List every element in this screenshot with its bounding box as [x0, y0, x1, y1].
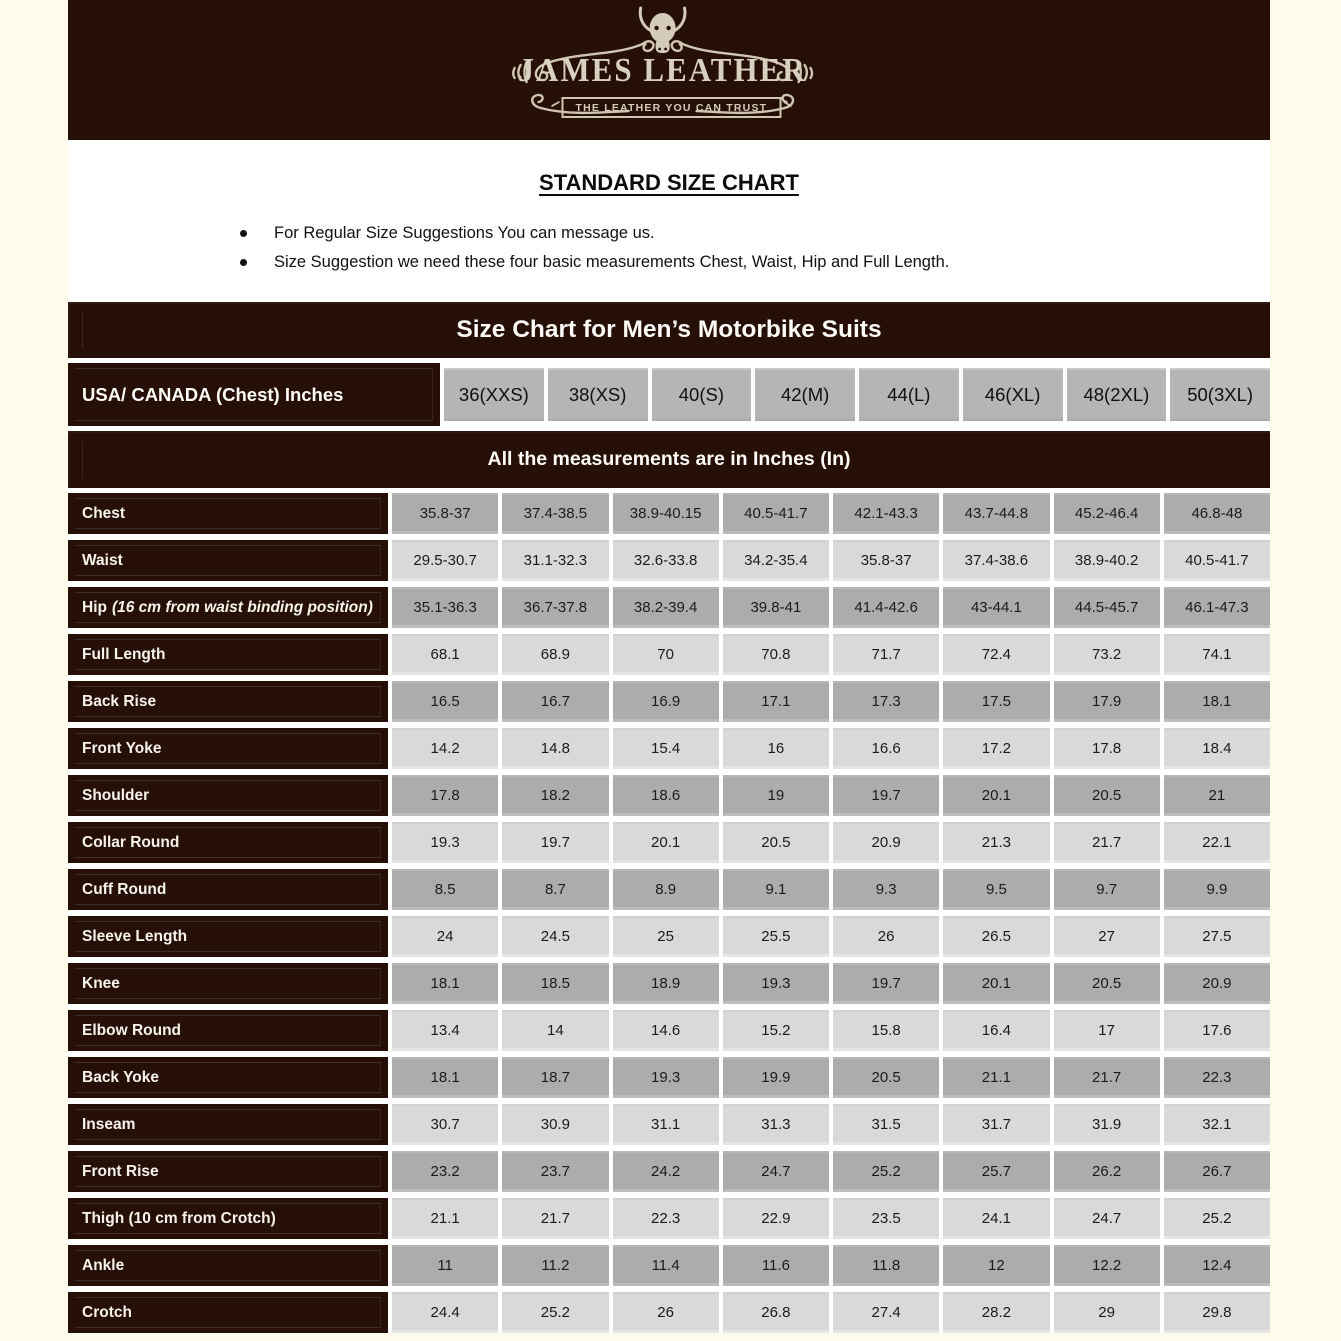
value-cell: 18.7: [502, 1057, 608, 1098]
value-cell: 23.7: [502, 1151, 608, 1192]
value-cell: 21.3: [943, 822, 1049, 863]
size-chart-title-banner: Size Chart for Men’s Motorbike Suits: [68, 302, 1270, 358]
value-cell: 41.4-42.6: [833, 587, 939, 628]
value-cell: 9.3: [833, 869, 939, 910]
value-cell: 34.2-35.4: [723, 540, 829, 581]
value-cell: 31.1-32.3: [502, 540, 608, 581]
value-cell: 14.6: [613, 1010, 719, 1051]
table-row: [68, 1245, 1270, 1286]
value-cell: 46.1-47.3: [1164, 587, 1270, 628]
table-row: [68, 1151, 1270, 1192]
value-cell: 12.4: [1164, 1245, 1270, 1286]
value-cell: 15.4: [613, 728, 719, 769]
value-cell: 27: [1054, 916, 1160, 957]
value-cell: 28.2: [943, 1292, 1049, 1333]
value-cell: 70: [613, 634, 719, 675]
page-content: [68, 0, 1270, 1339]
value-cell: 43.7-44.8: [943, 493, 1049, 534]
value-cell: 31.7: [943, 1104, 1049, 1145]
table-row: [68, 681, 1270, 722]
value-cell: 8.9: [613, 869, 719, 910]
value-cell: 68.1: [392, 634, 498, 675]
row-label: Sleeve Length: [68, 916, 388, 957]
value-cell: 38.2-39.4: [613, 587, 719, 628]
value-cell: 29.5-30.7: [392, 540, 498, 581]
value-cell: 35.1-36.3: [392, 587, 498, 628]
value-cell: 26.8: [723, 1292, 829, 1333]
table-row: [68, 775, 1270, 816]
value-cell: 19.3: [392, 822, 498, 863]
value-cell: 9.1: [723, 869, 829, 910]
value-cell: 18.1: [392, 1057, 498, 1098]
table-row: [68, 1057, 1270, 1098]
brand-name: JAMES LEATHER: [518, 50, 807, 89]
value-cell: 19.7: [502, 822, 608, 863]
row-label: Ankle: [68, 1245, 388, 1286]
value-cell: 20.5: [1054, 775, 1160, 816]
value-cell: 21: [1164, 775, 1270, 816]
intro-section: [68, 140, 1270, 302]
value-cell: 31.1: [613, 1104, 719, 1145]
value-cell: 17.3: [833, 681, 939, 722]
value-cell: 24.1: [943, 1198, 1049, 1239]
value-cell: 39.8-41: [723, 587, 829, 628]
table-row: [68, 493, 1270, 534]
brand-logo: [503, 4, 823, 136]
row-label: Front Rise: [68, 1151, 388, 1192]
value-cell: 72.4: [943, 634, 1049, 675]
value-cell: 18.1: [392, 963, 498, 1004]
value-cell: 11.6: [723, 1245, 829, 1286]
value-cell: 19: [723, 775, 829, 816]
value-cell: 20.5: [833, 1057, 939, 1098]
value-cell: 31.9: [1054, 1104, 1160, 1145]
value-cell: 17.8: [392, 775, 498, 816]
table-row: [68, 1198, 1270, 1239]
value-cell: 9.7: [1054, 869, 1160, 910]
row-label-note: (16 cm from waist binding position): [111, 598, 373, 616]
value-cell: 22.3: [613, 1198, 719, 1239]
row-label: Full Length: [68, 634, 388, 675]
value-cell: 32.6-33.8: [613, 540, 719, 581]
value-cell: 20.1: [943, 775, 1049, 816]
value-cell: 9.5: [943, 869, 1049, 910]
value-cell: 15.2: [723, 1010, 829, 1051]
value-cell: 37.4-38.5: [502, 493, 608, 534]
value-cell: 26: [613, 1292, 719, 1333]
size-header-label: USA/ CANADA (Chest) Inches: [68, 363, 440, 426]
value-cell: 25.2: [1164, 1198, 1270, 1239]
value-cell: 24.5: [502, 916, 608, 957]
value-cell: 25.5: [723, 916, 829, 957]
value-cell: 73.2: [1054, 634, 1160, 675]
value-cell: 19.3: [613, 1057, 719, 1098]
value-cell: 42.1-43.3: [833, 493, 939, 534]
value-cell: 14: [502, 1010, 608, 1051]
table-row: [68, 1010, 1270, 1051]
value-cell: 25.2: [833, 1151, 939, 1192]
row-label: Knee: [68, 963, 388, 1004]
row-label: Waist: [68, 540, 388, 581]
row-label: Front Yoke: [68, 728, 388, 769]
value-cell: 30.7: [392, 1104, 498, 1145]
value-cell: 18.4: [1164, 728, 1270, 769]
table-row: [68, 963, 1270, 1004]
value-cell: 30.9: [502, 1104, 608, 1145]
value-cell: 22.3: [1164, 1057, 1270, 1098]
value-cell: 20.1: [613, 822, 719, 863]
value-cell: 13.4: [392, 1010, 498, 1051]
row-label: Collar Round: [68, 822, 388, 863]
value-cell: 18.5: [502, 963, 608, 1004]
value-cell: 18.1: [1164, 681, 1270, 722]
value-cell: 15.8: [833, 1010, 939, 1051]
value-cell: 20.9: [1164, 963, 1270, 1004]
value-cell: 21.1: [392, 1198, 498, 1239]
row-label: Chest: [68, 493, 388, 534]
value-cell: 35.8-37: [392, 493, 498, 534]
size-column-header: 44(L): [859, 368, 959, 421]
value-cell: 14.8: [502, 728, 608, 769]
value-cell: 25: [613, 916, 719, 957]
value-cell: 14.2: [392, 728, 498, 769]
value-cell: 74.1: [1164, 634, 1270, 675]
value-cell: 36.7-37.8: [502, 587, 608, 628]
value-cell: 27.4: [833, 1292, 939, 1333]
value-cell: 21.7: [1054, 822, 1160, 863]
row-label: Shoulder: [68, 775, 388, 816]
value-cell: 44.5-45.7: [1054, 587, 1160, 628]
size-column-header: 46(XL): [963, 368, 1063, 421]
bullet-item: Size Suggestion we need these four basic measurements Chest, Waist, Hip and Full Length.: [240, 253, 1270, 272]
size-chart-table: [68, 302, 1270, 1333]
value-cell: 18.6: [613, 775, 719, 816]
value-cell: 16.4: [943, 1010, 1049, 1051]
value-cell: 20.1: [943, 963, 1049, 1004]
table-row: [68, 1292, 1270, 1333]
value-cell: 12.2: [1054, 1245, 1160, 1286]
value-cell: 38.9-40.15: [613, 493, 719, 534]
value-cell: 71.7: [833, 634, 939, 675]
value-cell: 43-44.1: [943, 587, 1049, 628]
value-cell: 17.8: [1054, 728, 1160, 769]
brand-tagline-ribbon: THE LEATHER YOU CAN TRUST: [562, 97, 782, 118]
value-cell: 16.5: [392, 681, 498, 722]
value-cell: 24.2: [613, 1151, 719, 1192]
value-cell: 22.9: [723, 1198, 829, 1239]
value-cell: 26.2: [1054, 1151, 1160, 1192]
value-cell: 11.8: [833, 1245, 939, 1286]
value-cell: 26: [833, 916, 939, 957]
size-column-header: 50(3XL): [1170, 368, 1270, 421]
value-cell: 17.5: [943, 681, 1049, 722]
value-cell: 19.9: [723, 1057, 829, 1098]
bullet-list: [240, 224, 1270, 272]
value-cell: 35.8-37: [833, 540, 939, 581]
row-label: Hip (16 cm from waist binding position): [68, 587, 388, 628]
row-label: Cuff Round: [68, 869, 388, 910]
row-label: Back Yoke: [68, 1057, 388, 1098]
value-cell: 68.9: [502, 634, 608, 675]
value-cell: 19.7: [833, 775, 939, 816]
value-cell: 26.7: [1164, 1151, 1270, 1192]
value-cell: 12: [943, 1245, 1049, 1286]
value-cell: 20.5: [723, 822, 829, 863]
value-cell: 45.2-46.4: [1054, 493, 1160, 534]
value-cell: 16.6: [833, 728, 939, 769]
value-cell: 46.8-48: [1164, 493, 1270, 534]
size-column-header: 40(S): [652, 368, 752, 421]
value-cell: 24.7: [1054, 1198, 1160, 1239]
value-cell: 26.5: [943, 916, 1049, 957]
value-cell: 31.5: [833, 1104, 939, 1145]
value-cell: 11.4: [613, 1245, 719, 1286]
size-header-row: [68, 363, 1270, 426]
value-cell: 16.9: [613, 681, 719, 722]
value-cell: 24.4: [392, 1292, 498, 1333]
value-cell: 38.9-40.2: [1054, 540, 1160, 581]
value-cell: 17.9: [1054, 681, 1160, 722]
row-label: Back Rise: [68, 681, 388, 722]
table-row: [68, 634, 1270, 675]
value-cell: 17.1: [723, 681, 829, 722]
value-cell: 20.9: [833, 822, 939, 863]
size-column-header: 42(M): [755, 368, 855, 421]
table-row: [68, 916, 1270, 957]
value-cell: 29.8: [1164, 1292, 1270, 1333]
value-cell: 22.1: [1164, 822, 1270, 863]
value-cell: 29: [1054, 1292, 1160, 1333]
row-label: Crotch: [68, 1292, 388, 1333]
value-cell: 19.7: [833, 963, 939, 1004]
value-cell: 11.2: [502, 1245, 608, 1286]
measurement-rows: [68, 493, 1270, 1333]
size-column-header: 48(2XL): [1067, 368, 1167, 421]
table-row: [68, 822, 1270, 863]
value-cell: 31.3: [723, 1104, 829, 1145]
value-cell: 23.2: [392, 1151, 498, 1192]
value-cell: 8.7: [502, 869, 608, 910]
value-cell: 70.8: [723, 634, 829, 675]
value-cell: 40.5-41.7: [723, 493, 829, 534]
value-cell: 17: [1054, 1010, 1160, 1051]
value-cell: 40.5-41.7: [1164, 540, 1270, 581]
row-label: Elbow Round: [68, 1010, 388, 1051]
value-cell: 20.5: [1054, 963, 1160, 1004]
table-row: [68, 869, 1270, 910]
bullet-item: For Regular Size Suggestions You can message us.: [240, 224, 1270, 243]
value-cell: 21.7: [502, 1198, 608, 1239]
value-cell: 11: [392, 1245, 498, 1286]
size-column-header: 36(XXS): [444, 368, 544, 421]
value-cell: 21.7: [1054, 1057, 1160, 1098]
value-cell: 27.5: [1164, 916, 1270, 957]
row-label: Inseam: [68, 1104, 388, 1145]
value-cell: 24: [392, 916, 498, 957]
value-cell: 37.4-38.6: [943, 540, 1049, 581]
value-cell: 8.5: [392, 869, 498, 910]
table-row: [68, 728, 1270, 769]
value-cell: 24.7: [723, 1151, 829, 1192]
row-label: Thigh (10 cm from Crotch): [68, 1198, 388, 1239]
value-cell: 17.2: [943, 728, 1049, 769]
value-cell: 9.9: [1164, 869, 1270, 910]
value-cell: 21.1: [943, 1057, 1049, 1098]
value-cell: 25.2: [502, 1292, 608, 1333]
size-column-header: 38(XS): [548, 368, 648, 421]
value-cell: 17.6: [1164, 1010, 1270, 1051]
page-title: STANDARD SIZE CHART: [539, 170, 799, 195]
value-cell: 19.3: [723, 963, 829, 1004]
logo-band: [68, 0, 1270, 140]
value-cell: 16: [723, 728, 829, 769]
table-row: [68, 540, 1270, 581]
value-cell: 16.7: [502, 681, 608, 722]
table-row: [68, 1104, 1270, 1145]
value-cell: 23.5: [833, 1198, 939, 1239]
table-row: [68, 587, 1270, 628]
value-cell: 18.9: [613, 963, 719, 1004]
value-cell: 32.1: [1164, 1104, 1270, 1145]
units-banner: All the measurements are in Inches (In): [68, 431, 1270, 488]
value-cell: 25.7: [943, 1151, 1049, 1192]
value-cell: 18.2: [502, 775, 608, 816]
document-sheet: [68, 140, 1270, 1333]
